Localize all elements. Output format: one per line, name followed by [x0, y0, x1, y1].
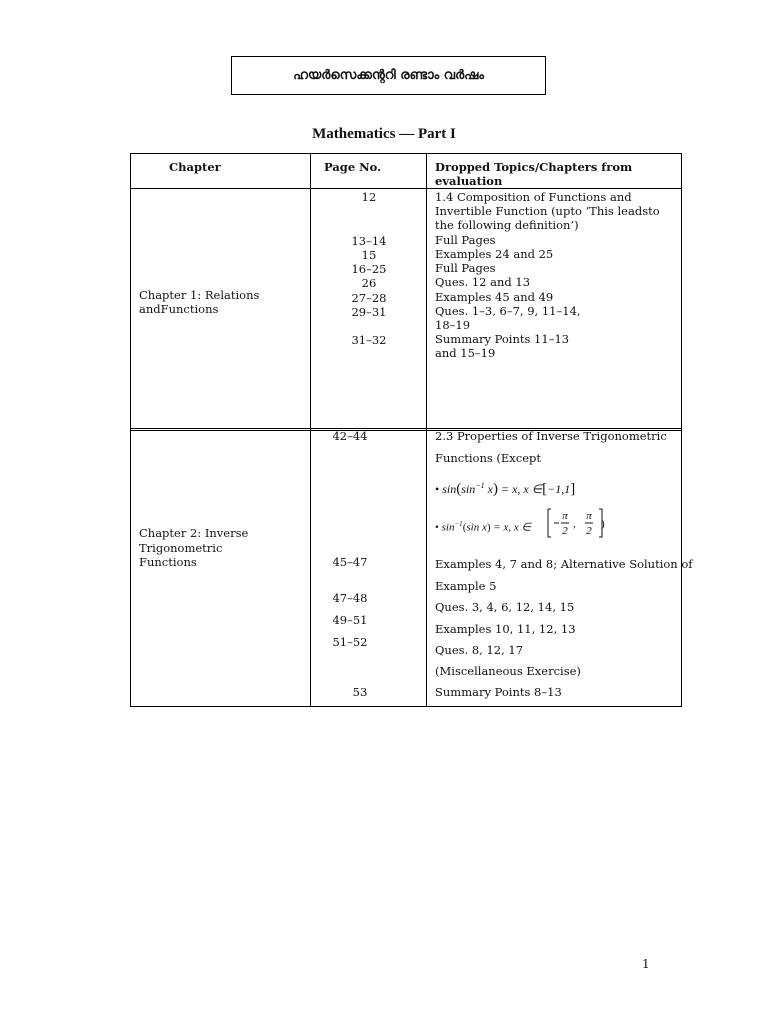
chapter-2-topic: Examples 4, 7 and 8; Alternative Solution of: [435, 557, 693, 571]
chapter-1-topic: Examples 45 and 49: [435, 290, 554, 304]
document-title: Mathematics — Part I: [312, 126, 456, 142]
chapter-2-topic: Ques. 8, 12, 17: [435, 643, 524, 657]
chapter-1-page: 26: [361, 276, 377, 290]
chapter-2-topic: 2.3 Properties of Inverse Trigonometric: [435, 429, 667, 443]
page-number: 1: [642, 957, 650, 971]
chapter-2-topic: Functions (Except: [435, 451, 542, 465]
chapter-1-topic: Ques. 1–3, 6–7, 9, 11–14,: [435, 304, 581, 318]
formula-sin-of-arcsin: • $\sin(\sin^{-1}$ x) = x, x ∈[−1,1]: [435, 481, 576, 497]
table-border-right: [681, 153, 682, 707]
chapter-1-topic: Invertible Function (upto ‘This leadsto: [435, 204, 660, 218]
header-dropped-topics: Dropped Topics/Chapters from evaluation: [435, 160, 633, 188]
chapter-1-topic: Examples 24 and 25: [435, 247, 554, 261]
chapter-1-page: 27–28: [351, 291, 387, 305]
chapter-1-topic: 18–19: [435, 318, 471, 332]
chapter-1-name-line-1: Chapter 1: Relations: [139, 288, 260, 302]
chapter-2-page: 45–47: [332, 555, 368, 569]
chapter-2-page: 51–52: [332, 635, 368, 649]
header-page-no: Page No.: [324, 160, 382, 174]
table-col-divider-1: [310, 153, 311, 707]
table-border-left: [130, 153, 131, 707]
table-border-bottom: [130, 706, 682, 707]
table-col-divider-2: [426, 153, 427, 707]
chapter-2-topic: (Miscellaneous Exercise): [435, 664, 581, 678]
chapter-2-topic: Examples 10, 11, 12, 13: [435, 622, 576, 636]
chapter-2-topic: Summary Points 8–13: [435, 685, 562, 699]
chapter-2-page: 49–51: [332, 613, 368, 627]
svg-text:2: 2: [586, 525, 592, 537]
chapter-1-topic: Full Pages: [435, 261, 496, 275]
malayalam-title: ഹയർസെക്കന്ററി രണ്ടാം വർഷം: [293, 68, 484, 83]
svg-text:2: 2: [562, 525, 568, 537]
chapter-1-page: 16–25: [351, 262, 387, 276]
chapter-2-name-line-3: Functions: [139, 555, 197, 569]
chapter-1-page: 12: [361, 190, 377, 204]
chapter-2-page: 53: [352, 685, 368, 699]
header-chapter: Chapter: [169, 160, 221, 174]
chapter-2-page: 47–48: [332, 591, 368, 605]
malayalam-header-box: [231, 56, 546, 95]
chapter-1-page: 29–31: [351, 305, 387, 319]
chapter-1-page: 31–32: [351, 333, 387, 347]
chapter-1-topic: the following definition’): [435, 218, 579, 232]
svg-text:π: π: [586, 510, 592, 522]
chapter-2-name-line-2: Trigonometric: [139, 541, 223, 555]
chapter-1-name-line-2: andFunctions: [139, 302, 219, 316]
chapter-1-topic: Full Pages: [435, 233, 496, 247]
table-header-divider: [130, 188, 682, 189]
chapter-2-name-line-1: Chapter 2: Inverse: [139, 526, 249, 540]
table-border-top: [130, 153, 682, 154]
svg-text:,: ,: [573, 518, 576, 530]
formula-arcsin-of-sin: • $\sin^{-1}(\sin$ x) = x, x ∈ π 2 , π 2 ): [435, 510, 605, 537]
chapter-2-page: 42–44: [332, 429, 368, 443]
chapter-1-topic: Ques. 12 and 13: [435, 275, 531, 289]
chapter-2-topic: Example 5: [435, 579, 497, 593]
chapter-1-page: 15: [361, 248, 377, 262]
chapter-2-topic: Ques. 3, 4, 6, 12, 14, 15: [435, 600, 575, 614]
chapter-1-topic: 1.4 Composition of Functions and: [435, 190, 632, 204]
chapter-1-topic: and 15–19: [435, 346, 496, 360]
chapter-1-topic: Summary Points 11–13: [435, 332, 570, 346]
svg-text:π: π: [562, 510, 568, 522]
chapter-1-page: 13–14: [351, 234, 387, 248]
dropped-topics-table: [130, 153, 693, 707]
